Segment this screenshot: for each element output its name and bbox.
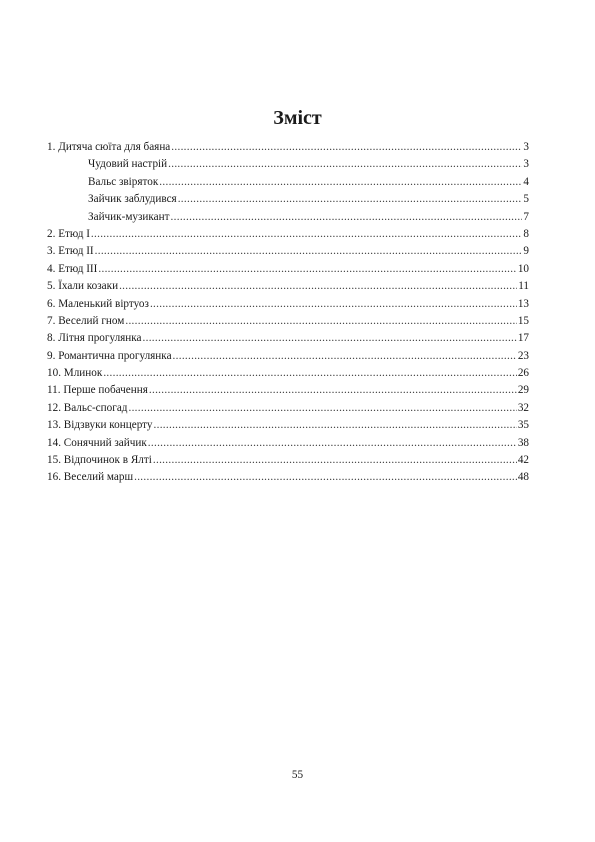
toc-dot-leader — [103, 365, 516, 382]
toc-entry-title: 14. Сонячний зайчик — [47, 436, 147, 449]
toc-dot-leader — [134, 469, 517, 486]
toc-entry — [47, 365, 529, 382]
toc-entry — [47, 348, 529, 365]
toc-entry-title: 16. Веселий марш — [47, 471, 134, 484]
toc-entry-page: 32 — [517, 401, 529, 414]
toc-entry-title: Зайчик заблудився — [88, 193, 177, 206]
toc-entry — [47, 139, 529, 156]
toc-entry — [47, 313, 529, 330]
toc-dot-leader — [168, 156, 522, 173]
page-number: 55 — [291, 769, 304, 781]
toc-entry-page: 38 — [517, 436, 529, 449]
toc-dot-leader — [95, 243, 523, 260]
toc-entry-page: 9 — [523, 245, 529, 258]
toc-dot-leader — [150, 296, 517, 313]
toc-entry-title: 6. Маленький віртуоз — [47, 297, 149, 310]
toc-dot-leader — [91, 226, 522, 243]
toc-entry-title: 1. Дитяча сюїта для баяна — [47, 141, 171, 153]
toc-dot-leader — [119, 278, 517, 295]
toc-entry-page: 8 — [523, 227, 529, 240]
toc-entry-page: 10 — [517, 262, 529, 275]
toc-dot-leader — [154, 417, 517, 434]
toc-entry — [47, 435, 529, 452]
toc-entry-page: 7 — [523, 210, 529, 223]
toc-entry-page: 3 — [523, 141, 529, 153]
toc-entry-page: 48 — [517, 471, 529, 484]
toc-entry-page: 13 — [517, 297, 529, 310]
table-of-contents — [47, 139, 529, 487]
toc-entry-title: 2. Етюд I — [47, 227, 90, 240]
toc-entry-title: 12. Вальс-спогад — [47, 401, 128, 414]
toc-entry — [47, 382, 529, 399]
toc-entry-page: 17 — [517, 332, 529, 345]
toc-dot-leader — [128, 400, 516, 417]
toc-entry-page: 3 — [523, 158, 529, 171]
toc-entry-title: 15. Відпочинок в Ялті — [47, 454, 152, 467]
toc-entry-title: 4. Етюд III — [47, 262, 98, 275]
toc-entry-page: 4 — [523, 175, 529, 188]
toc-entry-page: 5 — [523, 193, 529, 206]
toc-dot-leader — [178, 191, 523, 208]
toc-entry-page: 35 — [517, 419, 529, 432]
toc-entry — [47, 400, 529, 417]
toc-subentry — [47, 174, 529, 191]
toc-dot-leader — [171, 139, 522, 156]
toc-dot-leader — [159, 174, 522, 191]
toc-entry-page: 11 — [518, 280, 529, 293]
toc-entry-page: 23 — [517, 349, 529, 362]
toc-entry-page: 29 — [517, 384, 529, 397]
toc-entry-title: Чудовий настрій — [88, 158, 168, 171]
toc-dot-leader — [143, 330, 517, 347]
toc-entry — [47, 226, 529, 243]
toc-entry — [47, 417, 529, 434]
toc-dot-leader — [153, 452, 517, 469]
toc-entry-title: 7. Веселий гном — [47, 314, 125, 327]
page-title: Зміст — [273, 107, 322, 130]
toc-entry-title: 11. Перше побачення — [47, 384, 148, 397]
toc-dot-leader — [171, 209, 523, 226]
toc-entry — [47, 296, 529, 313]
toc-entry-title: Вальс звіряток — [88, 175, 159, 188]
toc-entry — [47, 278, 529, 295]
toc-entry — [47, 330, 529, 347]
toc-entry-page: 15 — [517, 314, 529, 327]
toc-entry — [47, 261, 529, 278]
toc-entry-page: 26 — [517, 367, 529, 380]
toc-subentry — [47, 209, 529, 226]
toc-dot-leader — [173, 348, 517, 365]
toc-entry-title: 5. Їхали козаки — [47, 280, 119, 293]
toc-entry-page: 42 — [517, 454, 529, 467]
toc-entry-title: 3. Етюд II — [47, 245, 94, 258]
toc-entry-title: 10. Млинок — [47, 367, 103, 380]
toc-subentry — [47, 156, 529, 173]
toc-entry — [47, 452, 529, 469]
toc-entry-title: Зайчик-музикант — [88, 210, 170, 223]
toc-dot-leader — [125, 313, 516, 330]
toc-entry — [47, 469, 529, 486]
toc-entry — [47, 243, 529, 260]
toc-dot-leader — [98, 261, 516, 278]
toc-dot-leader — [148, 435, 517, 452]
toc-subentry — [47, 191, 529, 208]
toc-entry-title: 9. Романтична прогулянка — [47, 349, 172, 362]
toc-entry-title: 8. Літня прогулянка — [47, 332, 142, 345]
toc-dot-leader — [149, 382, 517, 399]
toc-entry-title: 13. Відзвуки концерту — [47, 419, 153, 432]
